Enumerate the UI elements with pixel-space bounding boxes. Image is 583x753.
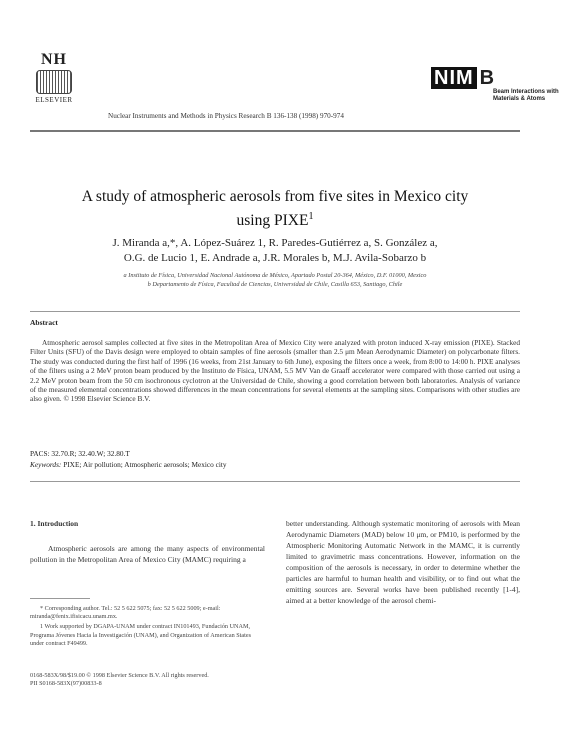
header-rule [30,130,520,132]
abstract-body: Atmospheric aerosol samples collected at five sites in the Metropolitan Area of Mexico City were analyzed with proton induced X-ray emission (PIXE). Stacked Filter Units (SFU) of the Davis design were employed to obtain samples of fine aerosols (smaller than 2.5 μm Mean Aerodynamic Diameter) on polycarbonate filters. The study was conducted during the first half of 1996 (16 weeks, from 21st January to 6th June), exposing the filters once a week, from 8:00 to 14:00 h. PIXE analyses of the filters using a 2 MeV proton beam produced by the Instituto de Física, UNAM, 5.5 MV Van de Graaff accelerator were compared with those carried out using a 2.2 MeV proton beam from the 50 cm isochronous cyclotron at the Universidad de Chile, showing a good correlation between both laboratories. Analysis of variance of the measured elemental concentrations showed differences in the mean concentrations for several elements at the sampling sites. Comparisons with other studies are also given. © 1998 Elsevier Science B.V. [30,338,520,404]
funding-note: 1 Work supported by DGAPA-UNAM under contract IN101493, Fundación UNAM, Programa Jóvenes Hacia la Investigación (UNAM), and Organization of American States under contract F49499. [30,623,252,647]
title-line-2 [30,207,520,231]
publisher-name: ELSEVIER [35,96,73,104]
pii-line: PII S0168-583X(97)00833-8 [30,680,102,688]
elsevier-logo [30,52,78,104]
nim-journal-logo [431,67,559,102]
abstract-bottom-rule [30,481,520,482]
author-list [30,236,520,266]
nim-section-letter: B [479,67,495,89]
title-note: 1 [308,211,314,222]
footnote-rule [30,598,90,599]
keywords-label: Keywords: [30,460,62,469]
affiliations [30,271,520,289]
intro-left-column [30,518,265,565]
keywords-text: PIXE; Air pollution; Atmospheric aerosols; Mexico city [63,460,227,469]
title-line-2-text: using PIXE [236,212,309,230]
nim-logo-text: NIM [431,67,477,89]
pacs-codes: PACS: 32.70.R; 32.40.W; 32.80.T [30,449,130,458]
footnotes [30,605,265,648]
abstract-top-rule [30,311,520,312]
journal-subtitle: Beam Interactions with Materials & Atoms [493,89,559,102]
elsevier-tree-icon [36,70,72,94]
abstract-heading: Abstract [30,318,58,327]
intro-paragraph-left: Atmospheric aerosols are among the many aspects of environmental pollution in the Metropolitan Area of Mexico City (MAMC) requiring a [30,544,265,564]
keywords [30,460,227,470]
affiliation-b: b Departamento de Física, Facultad de Ciencias, Universidad de Chile, Casilla 653, Santiago, Chile [147,281,403,288]
intro-right-column [286,518,520,606]
article-title [30,187,520,231]
publisher-monogram: NH [41,51,67,68]
authors-line-2: O.G. de Lucio 1, E. Andrade a, J.R. Morales b, M.J. Avila-Sobarzo b [123,252,427,264]
issn-line: 0168-583X/98/$19.00 © 1998 Elsevier Science B.V. All rights reserved. [30,672,209,679]
authors-line-1: J. Miranda a,*, A. López-Suárez 1, R. Paredes-Gutiérrez a, S. González a, [112,237,438,249]
affiliation-a: a Instituto de Física, Universidad Nacional Autónoma de México, Apartado Postal 20-364, México, D.F. 01000, Mexico [123,272,427,279]
title-line-1: A study of atmospheric aerosols from five sites in Mexico city [81,188,469,205]
corresponding-author-note: * Corresponding author. Tel.: 52 5 622 5075; fax: 52 5 622 5009; e-mail: miranda@fenix.ifisicacu.unam.mx. [30,605,221,621]
intro-heading: 1. Introduction [30,519,79,528]
copyright-block [30,672,290,688]
journal-citation: Nuclear Instruments and Methods in Physics Research B 136-138 (1998) 970-974 [108,112,344,120]
intro-paragraph-right: better understanding. Although systematic monitoring of aerosols with Mean Aerodynamic Diameters (MAD) below 10 μm, or PM10, is performed by the Atmospheric Monitoring Automatic Network in the MAMC, it is currently limited to gravimetric mass concentrations. However, information on the composition of the aerosols is necessary, in order to determine whether the particles are harmful to human health and visibility, or to find out what the emitting sources are. Several works have been published recently [1-4], aimed at a better knowledge of the aerosol chemi- [286,519,520,605]
